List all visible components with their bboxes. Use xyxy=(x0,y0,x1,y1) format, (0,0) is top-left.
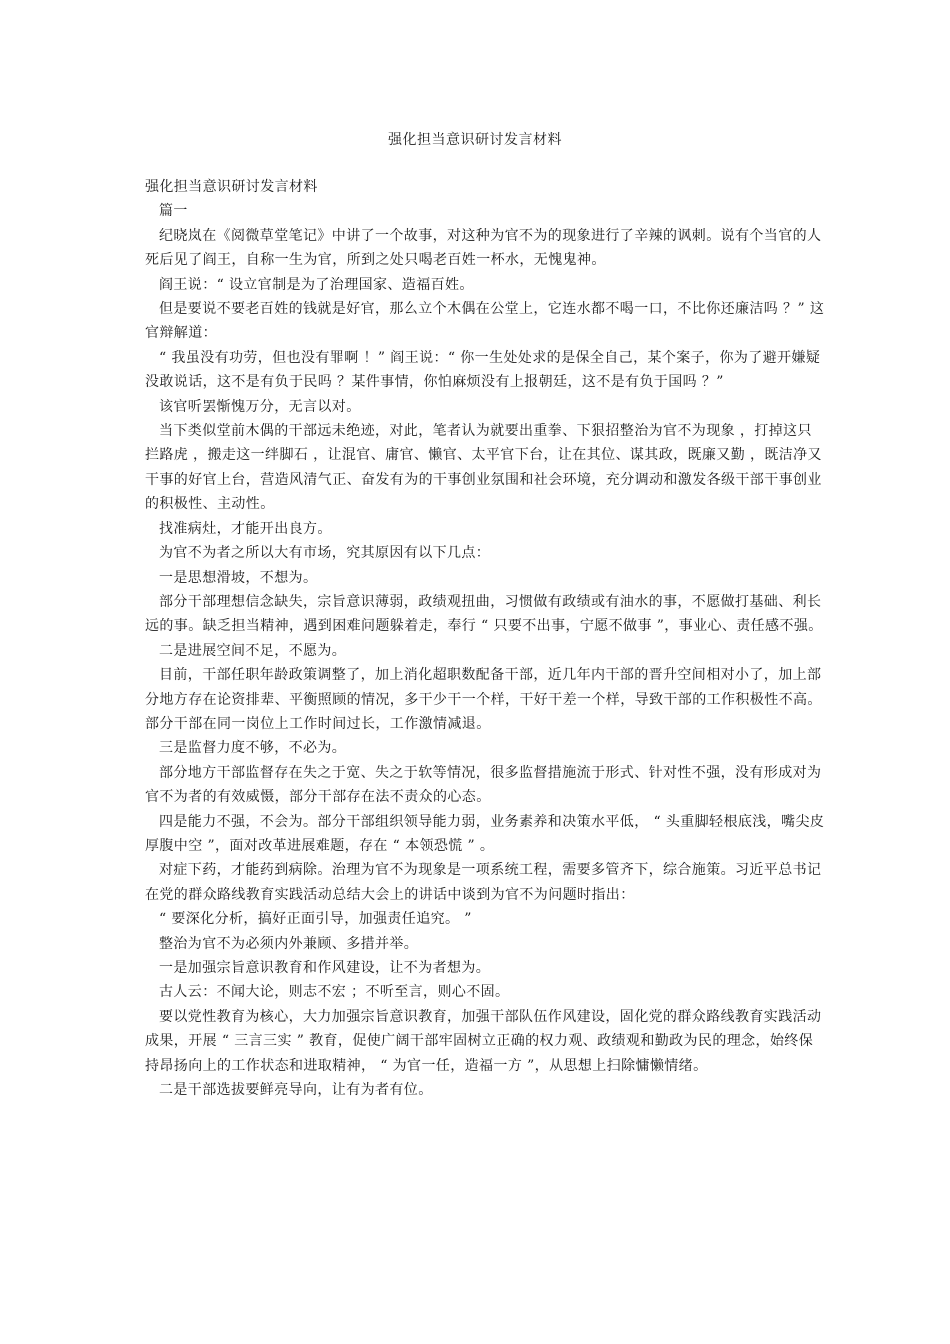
paragraph: 找准病灶，才能开出良方。 xyxy=(159,520,332,537)
paragraph: 目前，干部任职年龄政策调整了，加上消化超职数配备干部，近几年内干部的晋升空间相对小了，加上部分地方存在论资排辈、平衡照顾的情况，多干少干一个样，干好干差一个样，导致干部的工作积极性不高。部分干部在同一岗位上工作时间过长，工作激情减退。 xyxy=(145,667,822,732)
document-body xyxy=(145,175,825,1102)
paragraph: 篇一 xyxy=(159,203,188,220)
paragraph: 二是干部选拔要鲜亮导向，让有为者有位。 xyxy=(159,1082,433,1099)
paragraph: 部分地方干部监督存在失之于宽、失之于软等情况，很多监督措施流于形式、针对性不强，没有形成对为官不为者的有效威慑，部分干部存在法不责众的心态。 xyxy=(145,764,822,806)
paragraph: 一是加强宗旨意识教育和作风建设，让不为者想为。 xyxy=(159,960,491,976)
paragraph: 对症下药，才能药到病除。治理为官不为现象是一项系统工程，需要多管齐下，综合施策。习近平总书记在党的群众路线教育实践活动总结大会上的讲话中谈到为官不为问题时指出： xyxy=(145,862,822,903)
paragraph: 一是思想滑坡，不想为。 xyxy=(159,569,318,586)
paragraph: 为官不为者之所以大有市场，究其原因有以下几点： xyxy=(159,545,491,562)
paragraph: 强化担当意识研讨发言材料 xyxy=(145,179,318,195)
document-title: 强化担当意识研讨发言材料 xyxy=(388,132,562,148)
paragraph: 该官听罢惭愧万分，无言以对。 xyxy=(159,398,361,415)
paragraph: 二是进展空间不足，不愿为。 xyxy=(159,642,347,659)
paragraph: “ 我虽没有功劳，但也没有罪啊 ！” 阎王说：“ 你一生处处求的是保全自己，某个案子，你为了避开嫌疑没敢说话，这不是有负于民吗 ？某件事情，你怕麻烦没有上报朝廷，这不是有负于国吗 ？” xyxy=(145,349,821,391)
paragraph: “ 要深化分析，搞好正面引导，加强责任追究。 ” xyxy=(159,911,472,928)
paragraph: 当下类似堂前木偶的干部远未绝迹，对此，笔者认为就要出重拳、下狠招整治为官不为现象 ，打掉这只拦路虎 ，搬走这一绊脚石 ，让混官、庸官、懒官、太平官下台，让在其位、谋其政，既廉又勤 ，既洁净又干事的好官上台，营造风清气正、奋发有为的干事创业氛围和社会环境，充分调动和激发各级干部干事创业的积极性、主动性。 xyxy=(145,423,822,513)
paragraph: 四是能力不强，不会为。部分干部组织领导能力弱，业务素养和决策水平低， “ 头重脚轻根底浅，嘴尖皮厚腹中空 ”，面对改革进展难题，存在 “ 本领恐慌 ” 。 xyxy=(145,813,825,854)
paragraph: 但是要说不要老百姓的钱就是好官，那么立个木偶在公堂上，它连水都不喝一口，不比你还廉洁吗 ？” 这官辩解道： xyxy=(145,301,825,342)
paragraph: 要以党性教育为核心，大力加强宗旨意识教育，加强干部队伍作风建设，固化党的群众路线教育实践活动成果，开展 “ 三言三实 ” 教育，促使广阔干部牢固树立正确的权力观、政绩观和勤政为民的理念，始终保持昂扬向上的工作状态和进取精神， “ 为官一任，造福一方 ”，从思想上扫除慵懒情绪。 xyxy=(145,1008,822,1074)
paragraph: 古人云：不闻大论，则志不宏 ；不听至言，则心不固。 xyxy=(159,984,510,1001)
paragraph: 纪晓岚在《阅微草堂笔记》中讲了一个故事，对这种为官不为的现象进行了辛辣的讽刺。说有个当官的人死后见了阎王，自称一生为官，所到之处只喝老百姓一杯水，无愧鬼神。 xyxy=(145,227,822,269)
paragraph: 部分干部理想信念缺失，宗旨意识薄弱，政绩观扭曲，习惯做有政绩或有油水的事，不愿做打基础、利长远的事。缺乏担当精神，遇到困难问题躲着走，奉行 “ 只要不出事，宁愿不做事 ”，事业心、责任感不强。 xyxy=(145,593,823,635)
paragraph: 整治为官不为必须内外兼顾、多措并举。 xyxy=(159,935,419,952)
paragraph: 三是监督力度不够，不必为。 xyxy=(159,740,347,757)
paragraph: 阎王说：“ 设立官制是为了治理国家、造福百姓。 xyxy=(159,276,474,293)
